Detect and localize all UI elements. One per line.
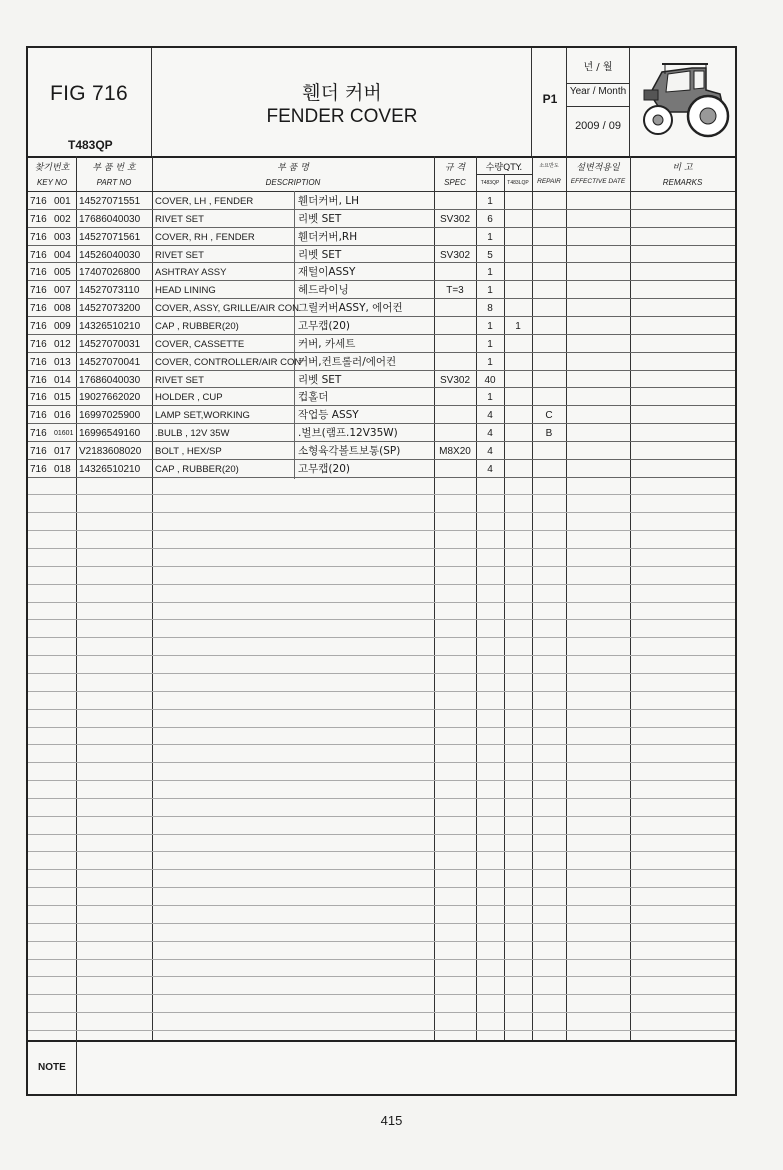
key-number: 716: [30, 320, 47, 332]
description-en: .BULB , 12V 35W: [155, 428, 230, 440]
key-number: 716: [30, 428, 47, 440]
col-part: PART NO: [96, 178, 132, 187]
part-number: 14527071551: [79, 196, 141, 207]
part-number: 17686040030: [79, 213, 141, 225]
qty-t483lqp: [504, 300, 532, 317]
col-qty: 수량QTY.: [485, 163, 523, 173]
part-number: 17686040030: [79, 374, 141, 386]
part-number: 14527070041: [79, 356, 141, 368]
key-number: 716: [30, 445, 47, 457]
description-en: CAP , RUBBER(20): [155, 463, 239, 475]
year-month-label: Year / Month: [569, 86, 627, 97]
key-number: 716: [30, 231, 47, 243]
tractor-icon: [632, 54, 732, 144]
qty-t483qp: 4: [487, 445, 493, 457]
part-number: 14326510210: [79, 463, 141, 475]
description-en: LAMP SET,WORKING: [155, 410, 250, 422]
key-number: 716: [30, 338, 47, 350]
description-ko: 커버, 카세트: [298, 337, 356, 350]
qty-t483qp: 40: [484, 374, 496, 386]
col-spec-ko: 규 격: [444, 163, 466, 173]
qty-t483lqp: [504, 264, 532, 281]
repair: [532, 264, 566, 281]
qty-t483qp: 1: [487, 338, 493, 350]
description-ko: 리벳 SET: [298, 212, 342, 225]
spec: [434, 407, 476, 424]
repair: [532, 247, 566, 264]
spec: [434, 354, 476, 371]
key-suffix: 017: [54, 445, 71, 457]
repair: [532, 211, 566, 228]
repair: [532, 389, 566, 406]
key-suffix: 016: [54, 410, 71, 422]
description-ko: 소형육각볼트보통(SP): [298, 444, 401, 457]
qty-t483qp: 1: [487, 231, 493, 243]
key-suffix: 018: [54, 463, 71, 475]
description-en: COVER, LH , FENDER: [155, 196, 254, 207]
description-en: COVER, RH , FENDER: [155, 231, 255, 243]
description-en: RIVET SET: [155, 374, 204, 386]
part-number: 14527070031: [79, 338, 141, 350]
key-suffix: 002: [54, 213, 71, 225]
key-suffix: 008: [54, 303, 71, 315]
spec: [434, 264, 476, 281]
year-month-korean: 년 / 월: [583, 62, 613, 73]
key-suffix: 009: [54, 320, 71, 332]
description-en: BOLT , HEX/SP: [155, 445, 222, 457]
description-ko: 리벳 SET: [298, 248, 342, 261]
key-number: 716: [30, 356, 47, 368]
description-ko: 그릴커버ASSY, 에어컨: [298, 302, 403, 315]
key-number: 716: [30, 196, 47, 207]
qty-t483qp: 1: [487, 392, 493, 404]
model-code: T483QP: [68, 138, 113, 152]
repair: [532, 461, 566, 478]
repair: [532, 443, 566, 460]
qty-t483lqp: [504, 282, 532, 299]
key-suffix: 004: [54, 249, 71, 261]
key-number: 716: [30, 303, 47, 315]
col-remarks: REMARKS: [662, 178, 703, 187]
description-ko: 휀더커버,RH: [298, 230, 358, 243]
description-ko: 재털이ASSY: [298, 266, 356, 279]
qty-t483qp: 4: [487, 410, 493, 422]
key-suffix: 007: [54, 285, 71, 297]
repair: [532, 336, 566, 353]
qty-t483qp: 6: [487, 213, 493, 225]
repair: [532, 318, 566, 335]
description-ko: 리벳 SET: [298, 373, 342, 386]
key-number: 716: [30, 249, 47, 261]
description-en: CAP , RUBBER(20): [155, 320, 239, 332]
key-number: 716: [30, 213, 47, 225]
spec: SV302: [439, 213, 471, 225]
spec: T=3: [446, 285, 464, 297]
part-number: 16996549160: [79, 428, 141, 440]
part-number: 19027662020: [79, 392, 141, 404]
part-number: 14527073110: [79, 285, 140, 297]
spec: [434, 300, 476, 317]
repair: [532, 300, 566, 317]
col-key: KEY NO: [36, 178, 68, 187]
qty-t483lqp: [504, 372, 532, 389]
part-number: 16997025900: [79, 410, 141, 422]
part-number: 14527071561: [79, 231, 141, 243]
key-suffix: 012: [54, 338, 71, 350]
key-suffix: 01601: [54, 430, 74, 438]
col-desc-ko: 부 품 명: [277, 163, 309, 173]
repair: [532, 354, 566, 371]
qty-t483qp: 1: [487, 267, 493, 279]
repair: B: [545, 428, 553, 440]
description-en: RIVET SET: [155, 249, 204, 261]
part-number: 14527073200: [79, 303, 141, 315]
qty-t483qp: 8: [487, 303, 493, 315]
col-qty-t483lqp: T483LQP: [507, 180, 529, 186]
note-label: NOTE: [38, 1062, 66, 1073]
key-suffix: 014: [54, 374, 71, 386]
spec: [434, 461, 476, 478]
qty-t483lqp: 1: [515, 320, 521, 332]
key-suffix: 005: [54, 267, 71, 279]
qty-t483qp: 1: [487, 356, 493, 368]
spec: M8X20: [439, 445, 471, 457]
repair: [532, 193, 566, 210]
key-suffix: 015: [54, 392, 71, 404]
qty-t483lqp: [504, 461, 532, 478]
part-number: 14526040030: [79, 249, 141, 261]
key-suffix: 003: [54, 231, 71, 243]
description-en: HEAD LINING: [155, 285, 216, 297]
key-number: 716: [30, 267, 47, 279]
description-en: COVER, ASSY, GRILLE/AIR CON: [155, 303, 299, 315]
key-number: 716: [30, 285, 47, 297]
key-suffix: 001: [54, 196, 71, 207]
qty-t483lqp: [504, 425, 532, 442]
parts-sheet: [26, 46, 737, 1096]
spec: [434, 336, 476, 353]
figure-number: FIG 716: [50, 82, 128, 105]
part-number: V2183608020: [79, 445, 142, 457]
description-ko: 작업등 ASSY: [298, 409, 359, 422]
qty-t483qp: 5: [487, 249, 493, 261]
spec: [434, 425, 476, 442]
col-repair-ko: 소요반도: [539, 163, 559, 169]
title-korean: 휀더 커버: [302, 82, 382, 104]
description-ko: .벌브(램프.12V35W): [298, 427, 398, 440]
year-month-value: 2009 / 09: [575, 120, 621, 132]
description-en: HOLDER , CUP: [155, 392, 223, 404]
key-number: 716: [30, 374, 47, 386]
title-english: FENDER COVER: [266, 106, 418, 127]
qty-t483qp: 4: [487, 428, 493, 440]
col-effective-ko: 설변적용일: [576, 163, 620, 173]
qty-t483lqp: [504, 389, 532, 406]
col-key-ko: 찾기번호: [34, 163, 70, 173]
spec: [434, 193, 476, 210]
repair: [532, 229, 566, 246]
col-part-ko: 부 품 번 호: [92, 163, 136, 173]
qty-t483qp: 1: [487, 285, 493, 297]
qty-t483qp: 1: [487, 320, 493, 332]
key-number: 716: [30, 392, 47, 404]
qty-t483lqp: [504, 336, 532, 353]
description-ko: 커버,컨트롤러/에어컨: [298, 355, 397, 368]
qty-t483lqp: [504, 407, 532, 424]
qty-t483qp: 4: [487, 463, 493, 475]
key-number: 716: [30, 463, 47, 475]
key-suffix: 013: [54, 356, 71, 368]
spec: SV302: [439, 249, 471, 261]
col-desc: DESCRIPTION: [265, 178, 321, 187]
part-number: 14326510210: [79, 320, 141, 332]
col-remarks-ko: 비 고: [672, 163, 693, 173]
qty-t483lqp: [504, 354, 532, 371]
key-number: 716: [30, 410, 47, 422]
qty-t483lqp: [504, 229, 532, 246]
col-repair: REPAIR: [537, 178, 561, 185]
qty-t483lqp: [504, 247, 532, 264]
part-number: 17407026800: [79, 267, 141, 279]
col-qty-t483qp: T483QP: [480, 180, 500, 186]
qty-t483lqp: [504, 193, 532, 210]
spec: [434, 389, 476, 406]
col-effective-date: EFFECTIVE DATE: [570, 178, 626, 185]
description-ko: 고무캡(20): [298, 319, 350, 332]
description-en: RIVET SET: [155, 213, 204, 225]
repair: [532, 372, 566, 389]
sheet-page: P1: [542, 92, 558, 106]
description-ko: 헤드라이닝: [298, 284, 349, 297]
description-en: COVER, CASSETTE: [155, 338, 245, 350]
description-ko: 고무캡(20): [298, 462, 350, 475]
description-en: ASHTRAY ASSY: [155, 267, 227, 279]
description-ko: 컵홀더: [298, 391, 329, 404]
spec: [434, 229, 476, 246]
spec: [434, 318, 476, 335]
qty-t483qp: 1: [487, 196, 493, 207]
repair: C: [545, 410, 553, 422]
description-en: COVER, CONTROLLER/AIR CON: [155, 356, 302, 368]
col-spec: SPEC: [444, 178, 466, 187]
qty-t483lqp: [504, 443, 532, 460]
repair: [532, 282, 566, 299]
spec: SV302: [439, 374, 471, 386]
qty-t483lqp: [504, 211, 532, 228]
page-number: 415: [380, 1113, 403, 1128]
description-ko: 휀더커버, LH: [298, 195, 359, 207]
